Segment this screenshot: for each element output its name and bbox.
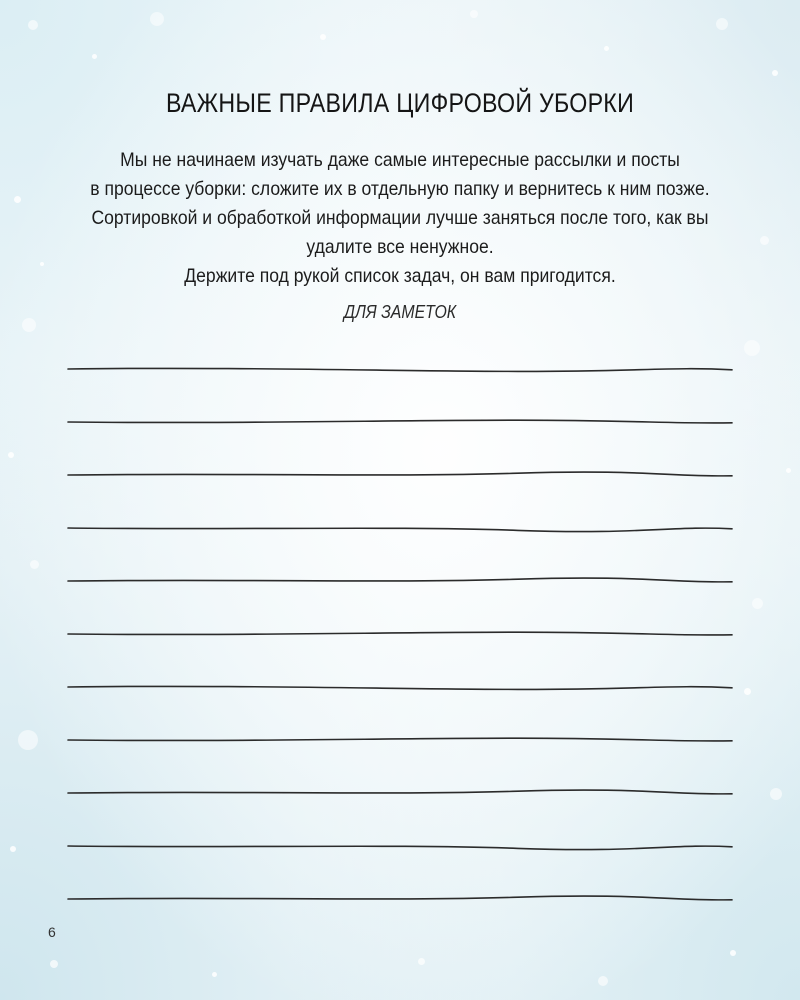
- note-line[interactable]: [68, 528, 732, 532]
- paragraph-line: удалите все ненужное.: [306, 236, 494, 258]
- note-line[interactable]: [68, 846, 732, 850]
- paragraph-line: Сортировкой и обработкой информации лучше заняться после того, как вы: [91, 207, 709, 229]
- note-line[interactable]: [68, 738, 732, 741]
- note-line[interactable]: [68, 578, 732, 582]
- note-line[interactable]: [68, 472, 732, 476]
- note-line[interactable]: [68, 790, 732, 794]
- note-line[interactable]: [68, 368, 732, 371]
- notes-label: ДЛЯ ЗАМЕТОК: [343, 302, 457, 322]
- page-title: ВАЖНЫЕ ПРАВИЛА ЦИФРОВОЙ УБОРКИ: [165, 88, 635, 118]
- note-line[interactable]: [68, 420, 732, 423]
- paragraph-line: в процессе уборки: сложите их в отдельную папку и вернитесь к ним позже.: [90, 178, 710, 200]
- page-number: 6: [48, 924, 56, 940]
- note-line[interactable]: [68, 896, 732, 900]
- note-line[interactable]: [68, 632, 732, 635]
- paragraph-line: Мы не начинаем изучать даже самые интересные рассылки и посты: [120, 149, 680, 171]
- paragraph-line: Держите под рукой список задач, он вам пригодится.: [184, 265, 616, 287]
- note-line[interactable]: [68, 686, 732, 689]
